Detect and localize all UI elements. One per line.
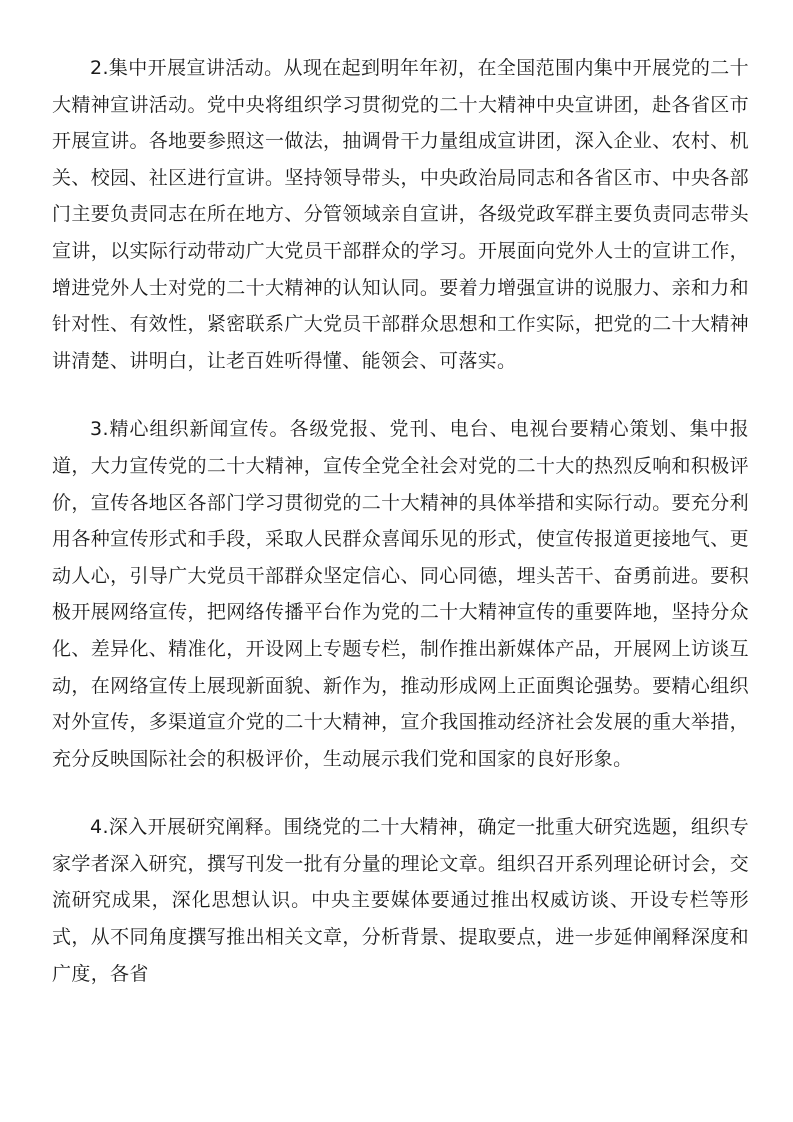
paragraph-item-3-news-publicity: 3.精心组织新闻宣传。各级党报、党刊、电台、电视台要精心策划、集中报道，大力宣传党的二十大精神，宣传全党全社会对党的二十大的热烈反响和积极评价，宣传各地区各部门学习贯彻党的二十大精神的具体举措和实际行动。要充分利用各种宣传形式和手段，采取人民群众喜闻乐见的形式，使宣传报道更接地气、更动人心，引导广大党员干部群众坚定信心、同心同德，埋头苦干、奋勇前进。要积极开展网络宣传，把网络传播平台作为党的二十大精神宣传的重要阵地，坚持分众化、差异化、精准化，开设网上专题专栏，制作推出新媒体产品，开展网上访谈互动，在网络宣传上展现新面貌、新作为，推动形成网上正面舆论强势。要精心组织对外宣传，多渠道宣介党的二十大精神，宣介我国推动经济社会发展的重大举措，充分反映国际社会的积极评价，生动展示我们党和国家的良好形象。 (52, 418, 749, 770)
paragraph-item-2-propaganda-lectures: 2.集中开展宣讲活动。从现在起到明年年初，在全国范围内集中开展党的二十大精神宣讲活动。党中央将组织学习贯彻党的二十大精神中央宣讲团，赴各省区市开展宣讲。各地要参照这一做法，抽调骨干力量组成宣讲团，深入企业、农村、机关、校园、社区进行宣讲。坚持领导带头，中央政治局同志和各省区市、中央各部门主要负责同志在所在地方、分管领域亲自宣讲，各级党政军群主要负责同志带头宣讲，以实际行动带动广大党员干部群众的学习。开展面向党外人士的宣讲工作，增进党外人士对党的二十大精神的认知认同。要着力增强宣讲的说服力、亲和力和针对性、有效性，紧密联系广大党员干部群众思想和工作实际，把党的二十大精神讲清楚、讲明白，让老百姓听得懂、能领会、可落实。 (52, 57, 749, 372)
paragraph-item-4-research-interpretation: 4.深入开展研究阐释。围绕党的二十大精神，确定一批重大研究选题，组织专家学者深入研究，撰写刊发一批有分量的理论文章。组织召开系列理论研讨会，交流研究成果，深化思想认识。中央主要媒体要通过推出权威访谈、开设专栏等形式，从不同角度撰写推出相关文章，分析背景、提取要点，进一步延伸阐释深度和广度，各省 (52, 816, 749, 985)
document-body (52, 50, 749, 992)
